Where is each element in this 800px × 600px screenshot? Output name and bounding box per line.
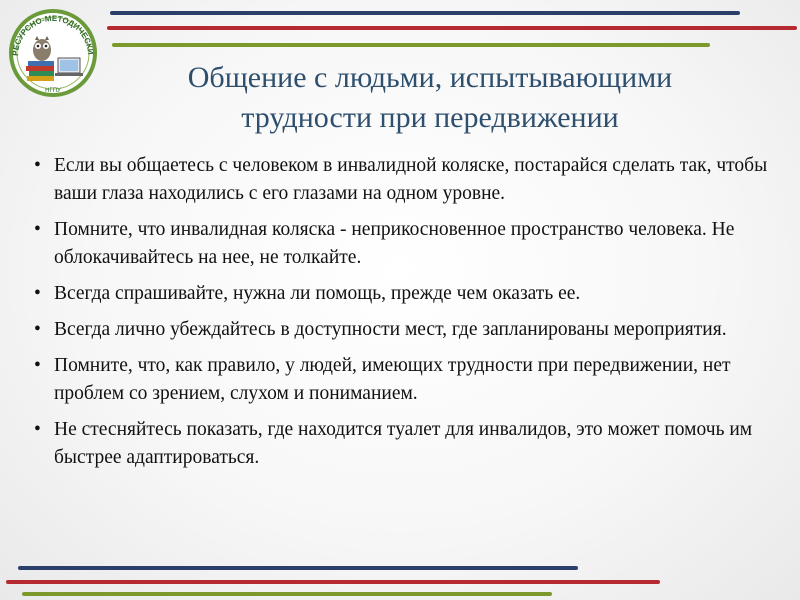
bullet-list xyxy=(34,152,779,480)
bullet-text: Помните, что, как правило, у людей, имеющих трудности при передвижении, нет проблем со зрением, слухом и пониманием. xyxy=(54,355,731,404)
bottom-stripe-green xyxy=(22,592,552,596)
logo-bottom-text: НГПУ xyxy=(45,88,61,94)
bullet-dot-icon: • xyxy=(34,355,41,376)
bullet-text: Всегда лично убеждайтесь в доступности мест, где запланированы мероприятия. xyxy=(54,319,727,340)
bullet-item xyxy=(34,316,779,344)
slide-title-line-2: трудности при передвижении xyxy=(241,101,619,134)
bullet-item xyxy=(34,416,779,472)
bullet-text: Всегда спрашивайте, нужна ли помощь, прежде чем оказать ее. xyxy=(54,283,581,304)
logo-ring-text: РЕСУРСНО-МЕТОДИЧЕСКИ xyxy=(10,13,96,57)
bullet-dot-icon: • xyxy=(34,219,41,240)
top-stripe-navy xyxy=(110,11,740,15)
bullet-text: Не стесняйтесь показать, где находится туалет для инвалидов, это может помочь им быстрее адаптироваться. xyxy=(54,419,753,468)
bullet-text: Если вы общаетесь с человеком в инвалидной коляске, постарайся сделать так, чтобы ваши глаза находились с его глазами на одном уровне. xyxy=(54,155,768,204)
bullet-item xyxy=(34,152,779,208)
bullet-item xyxy=(34,216,779,272)
slide-title xyxy=(70,58,790,138)
bottom-stripe-navy xyxy=(18,566,578,570)
bullet-dot-icon: • xyxy=(34,283,41,304)
top-stripe-green xyxy=(112,43,710,47)
bullet-dot-icon: • xyxy=(34,319,41,340)
bullet-item xyxy=(34,280,779,308)
bottom-stripe-red xyxy=(6,580,660,584)
top-stripe-red xyxy=(107,26,797,30)
bullet-text: Помните, что инвалидная коляска - неприкосновенное пространство человека. Не облокачивайтесь на нее, не толкайте. xyxy=(54,219,735,268)
bullet-item xyxy=(34,352,779,408)
slide-title-line-1: Общение с людьми, испытывающими xyxy=(187,61,673,94)
bullet-dot-icon: • xyxy=(34,155,41,176)
bullet-dot-icon: • xyxy=(34,419,41,440)
